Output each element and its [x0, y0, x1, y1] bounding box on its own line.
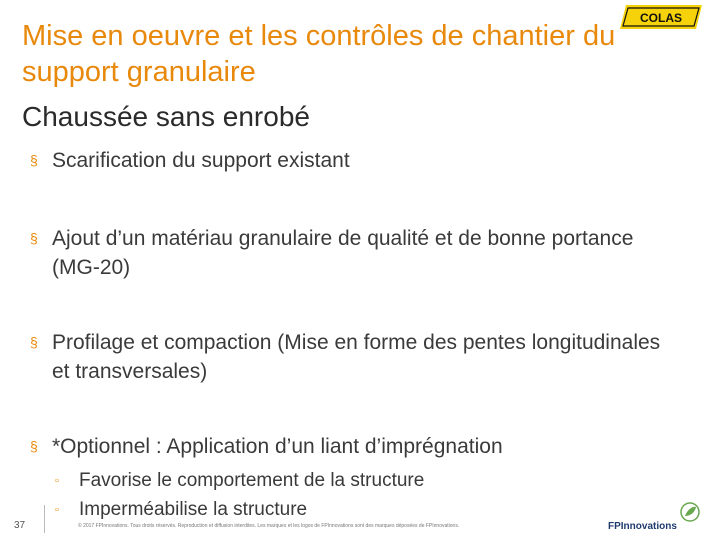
bullet-item — [30, 146, 680, 175]
page-number: 37 — [14, 520, 26, 531]
sub-bullet-marker: ▫ — [55, 504, 59, 516]
bullet-text: Profilage et compaction (Mise en forme des pentes longitudinales et transversales) — [52, 331, 661, 383]
fpinnovations-logo-text: FPInnovations — [608, 521, 677, 532]
bullet-marker: § — [30, 334, 38, 350]
bullet-text: Scarification du support existant — [52, 149, 350, 172]
bullet-marker: § — [30, 438, 38, 454]
sub-bullet-text: Favorise le comportement de la structure — [79, 470, 425, 491]
fpinnovations-logo — [606, 500, 710, 536]
sub-bullet-marker: ▫ — [55, 475, 59, 487]
footer-divider — [44, 505, 45, 533]
bullet-text: *Optionnel : Application d’un liant d’imprégnation — [52, 435, 503, 458]
footer-copyright: © 2017 FPInnovations. Tous droits réservés. Reproduction et diffusion interdites. Les marques et les logos de FPInnovations sont des marques déposées de FPInnovations. — [78, 523, 460, 529]
bullet-marker: § — [30, 230, 38, 246]
colas-logo — [618, 4, 704, 30]
bullet-marker: § — [30, 152, 38, 168]
slide-title: Mise en oeuvre et les contrôles de chantier du support granulaire — [22, 20, 616, 88]
slide-subtitle: Chaussée sans enrobé — [22, 101, 310, 132]
bullet-text: Ajout d’un matériau granulaire de qualité et de bonne portance (MG-20) — [52, 227, 634, 279]
sub-bullet-text: Imperméabilise la structure — [79, 499, 308, 520]
sub-bullet-item — [55, 497, 655, 523]
bullet-item — [30, 432, 680, 461]
colas-logo-text: COLAS — [640, 11, 682, 25]
sub-bullet-item — [55, 468, 655, 494]
bullet-item — [30, 328, 680, 386]
bullet-item — [30, 224, 680, 282]
